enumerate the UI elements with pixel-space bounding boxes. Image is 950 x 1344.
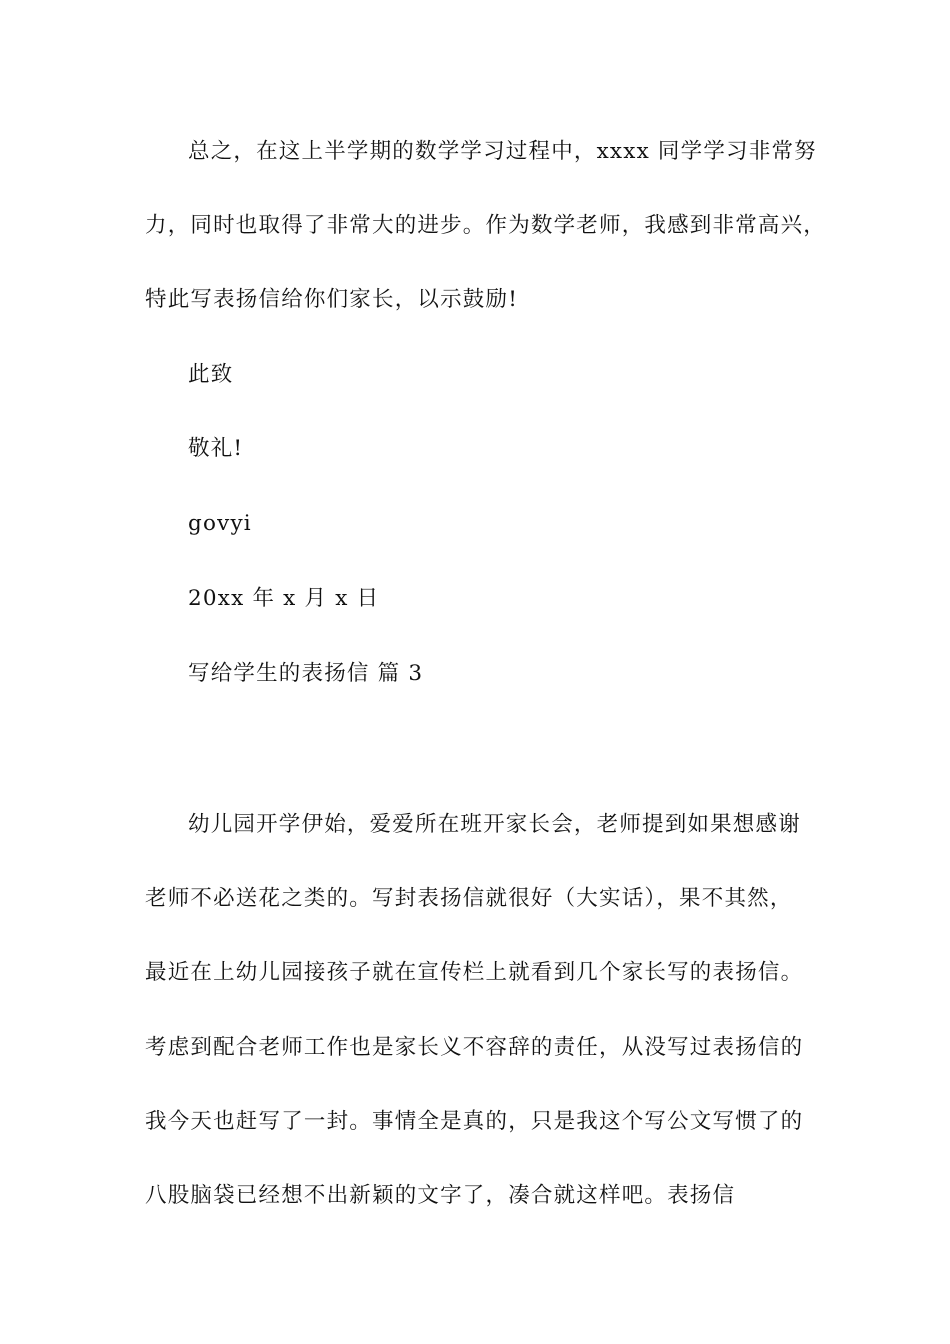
paragraph-2-line-5: 我今天也赶写了一封。事情全是真的，只是我这个写公文写惯了的 [145, 1109, 804, 1134]
paragraph-2-line-1: 幼儿园开学伊始，爱爱所在班开家长会，老师提到如果想感谢 [188, 812, 801, 837]
paragraph-2-line-4: 考虑到配合老师工作也是家长义不容辞的责任，从没写过表扬信的 [145, 1035, 804, 1060]
signature: govyi [188, 511, 252, 536]
section-title: 写给学生的表扬信 篇 3 [188, 661, 424, 686]
paragraph-2-line-3: 最近在上幼儿园接孩子就在宣传栏上就看到几个家长写的表扬信。 [145, 960, 804, 985]
paragraph-2-line-6: 八股脑袋已经想不出新颖的文字了，凑合就这样吧。表扬信 [145, 1183, 736, 1208]
paragraph-1-line-3: 特此写表扬信给你们家长，以示鼓励! [145, 287, 519, 312]
paragraph-1-line-1: 总之，在这上半学期的数学学习过程中，xxxx 同学学习非常努 [188, 139, 817, 164]
paragraph-2-line-2: 老师不必送花之类的。写封表扬信就很好（大实话），果不其然， [145, 886, 793, 911]
paragraph-1-line-2: 力，同时也取得了非常大的进步。作为数学老师，我感到非常高兴， [145, 213, 827, 238]
closing-salutation: 此致 [188, 362, 234, 387]
date: 20xx 年 x 月 x 日 [188, 586, 380, 611]
closing-respect: 敬礼! [188, 436, 244, 461]
